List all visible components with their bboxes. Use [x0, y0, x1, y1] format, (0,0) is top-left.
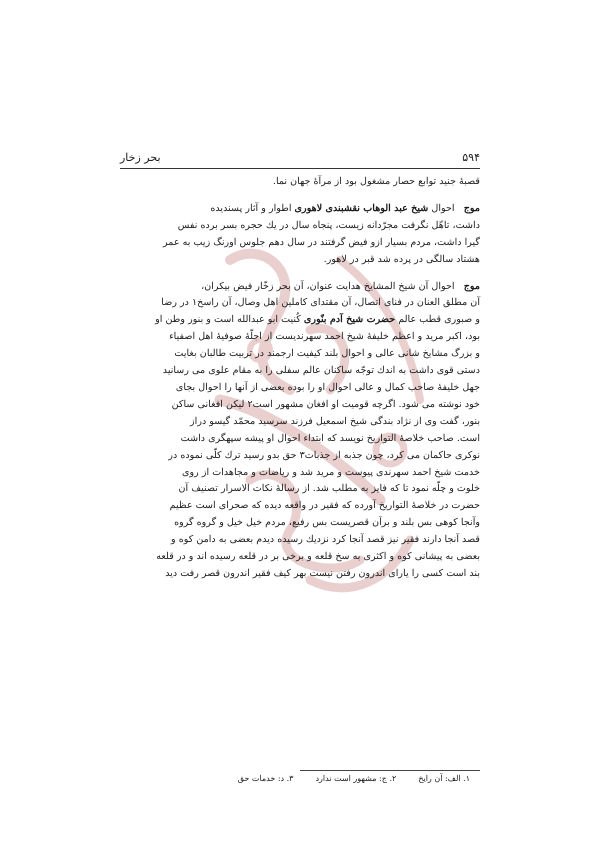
footnote: ۳. د: خدمات حق	[237, 774, 294, 783]
text-line	[120, 363, 480, 380]
text-line	[120, 532, 480, 549]
text-line	[120, 279, 480, 296]
line-text: است. صاحب خلاصهٔ التواریخ نویسد که ابتداء احوال او پیشه سپهگری داشت	[180, 432, 480, 444]
text-line	[120, 295, 480, 312]
line-text: بنور، گفت وی از نژاد بندگی شیخ اسمعیل فرزند سرسید محمّد گیسو دراز	[190, 415, 480, 427]
line-text: کُنیت ابو عبدالله است و بنور وطن او	[155, 314, 304, 326]
text-line	[120, 174, 480, 191]
line-text: احوال آن شیخ المشایخ هدایت عنوان، آن بحر زخّار فیض بیکران،	[201, 280, 455, 292]
paragraph-gap	[120, 191, 480, 201]
footnote-rule	[300, 770, 480, 771]
line-text: بند است کسی را یارای اندرون رفتن نیست بهر کیف فقیر اندرون قصر رفت دید	[165, 567, 480, 579]
text-line	[120, 329, 480, 346]
paragraph	[120, 174, 480, 191]
section-marker: موج	[463, 280, 480, 292]
line-text: داشت، تاهّل نگرفت مجرّدانه زیست، پنجاه سال در یك حجره بسر برده نفس	[177, 219, 480, 231]
line-text: و بزرگ مشایخ شانی عالی و احوال بلند کیفیت ارجمند در تربیت طالبان بغایت	[174, 348, 480, 360]
page-header	[120, 151, 480, 167]
bold-name: حضرت شیخ آدم بنّوری	[303, 314, 396, 326]
paragraph	[120, 279, 480, 583]
line-text: هشتاد سالگی در پرده شد قبر در لاهور.	[323, 253, 480, 265]
text-line	[120, 252, 480, 269]
main-text	[120, 174, 480, 583]
line-text: خدمت شیخ احمد سهرندی پیوست و مرید شد و ریاضات و مجاهدات از روی	[182, 466, 480, 478]
line-text: بود، اکبر مرید و اعظم خلیفهٔ شیخ احمد سهرندیست از اجلّهٔ صوفیهٔ اهل اصفیاء	[169, 331, 480, 343]
text-line	[120, 498, 480, 515]
running-title: بحر زخار	[120, 151, 161, 164]
text-line	[120, 218, 480, 235]
text-line	[120, 549, 480, 566]
text-line	[120, 566, 480, 583]
text-line	[120, 431, 480, 448]
text-line	[120, 312, 480, 329]
footnote: ۱. الف: آن رایخ	[418, 774, 470, 783]
line-text: خود نوشته می شود. اگرچه قومیت او افغان مشهور است۲ لیکن افغانی ساکن	[171, 398, 480, 410]
paragraph	[120, 201, 480, 269]
header-rule	[120, 168, 480, 169]
line-text: وآنجا کوهی بس بلند و برآن قصریست بس رفیع، مردم خیل خیل و گروه گروه	[174, 517, 480, 529]
text-line	[120, 201, 480, 218]
line-text: حضرت در خلاصهٔ التواریخ آورده که فقیر در واقعه دیده که صحرای است عظیم	[169, 500, 480, 512]
line-text: قصد آنجا دارند فقیر نیز قصد آنجا کرد نزدیك رسیده دیدم بعضی به دامن کوه و	[171, 534, 480, 546]
text-line	[120, 414, 480, 431]
line-text: گیرا داشت، مردم بسیار ازو فیض گرفتند در سال دهم جلوس اورنگ زیب به عمر	[163, 236, 480, 248]
text-line	[120, 235, 480, 252]
text-line	[120, 515, 480, 532]
text-line	[120, 397, 480, 414]
text-line	[120, 481, 480, 498]
line-text: دستی قوی داشت به اندك توجّه ساکنان عالم سفلی را به مقام علوی می رسانید	[162, 365, 480, 377]
line-text: آن مطلق العنان در فنای اتصال، آن مقتدای کاملین اهل وصال، آن راسخ۱ در رضا	[161, 297, 480, 309]
text-line	[120, 380, 480, 397]
line-text: نوکری حاکمان می کرد، چون جذبه از جذبات۳ حق بدو رسید ترك کلّی نموده در	[168, 449, 480, 461]
line-text: قصبهٔ جنید توابع حصار مشغول بود از مرآهٔ جهان نما.	[272, 176, 480, 187]
page-number: ۵۹۴	[462, 151, 480, 164]
line-text: اطوار و آثار پسندیده	[210, 202, 295, 214]
line-text: جهل خلیفهٔ صاحب کمال و عالی احوال او را بوده بعضی از آنها را احوال بجای	[175, 381, 480, 393]
bold-name: شیخ عبد الوهاب نقشبندی لاهوری	[294, 202, 429, 214]
line-text: احوال	[428, 202, 455, 214]
text-line	[120, 346, 480, 363]
footnotes	[150, 774, 470, 783]
line-text: بعضی به پیشانی کوه و اکثری به سخ قلعه و برخی بر در قلعه رسیده اند و در قلعه	[156, 551, 480, 563]
text-line	[120, 465, 480, 482]
line-text: خلوت و چلّه نمود تا که فایز به مطلب شد. از رسالهٔ نکات الاسرار تصنیف آن	[178, 483, 480, 495]
section-marker: موج	[463, 202, 480, 214]
text-line	[120, 448, 480, 465]
footnote: ۲. ج: مشهور است ندارد	[315, 774, 397, 783]
paragraph-gap	[120, 269, 480, 279]
line-text: و صبوری قطب عالم	[395, 314, 480, 326]
